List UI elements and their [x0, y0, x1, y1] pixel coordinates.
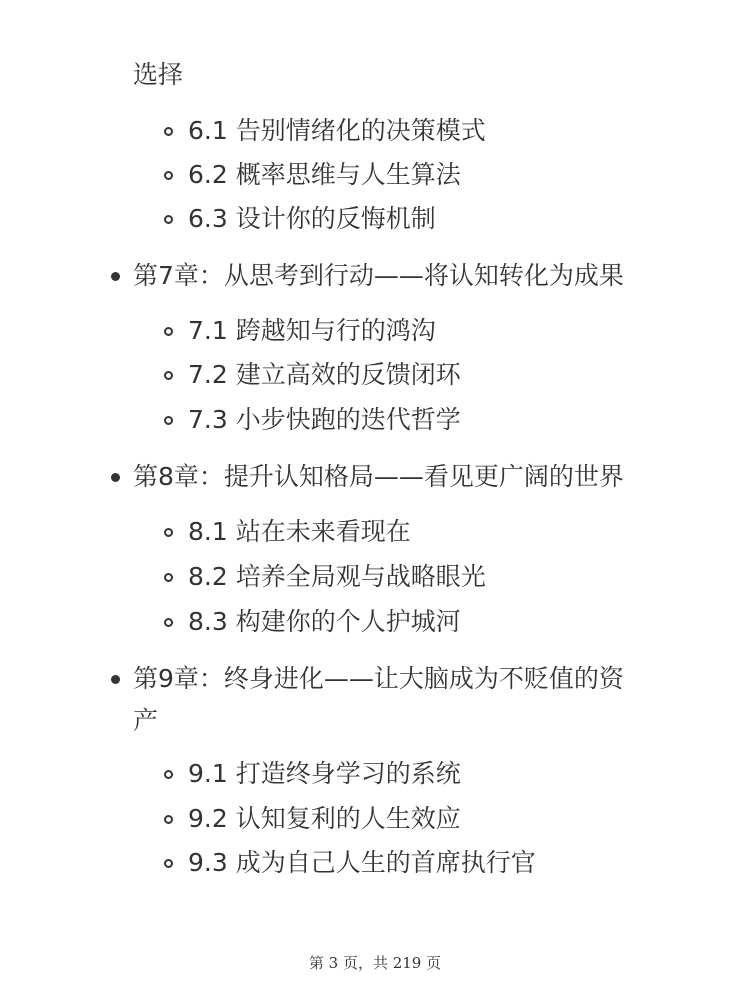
section-9-1: 9.1 打造终身学习的系统: [188, 759, 461, 788]
hollow-bullet-icon: [164, 770, 173, 779]
hollow-bullet-icon: [164, 528, 173, 537]
section-7-2: 7.2 建立高效的反馈闭环: [188, 360, 461, 389]
solid-bullet-icon: [111, 675, 120, 684]
hollow-bullet-icon: [164, 215, 173, 224]
hollow-bullet-icon: [164, 416, 173, 425]
chapter-7-title: 第7章：从思考到行动——将认知转化为成果: [133, 261, 624, 290]
section-9-2: 9.2 认知复利的人生效应: [188, 804, 461, 833]
hollow-bullet-icon: [164, 618, 173, 627]
hollow-bullet-icon: [164, 573, 173, 582]
solid-bullet-icon: [111, 473, 120, 482]
section-8-1: 8.1 站在未来看现在: [188, 517, 411, 546]
hollow-bullet-icon: [164, 815, 173, 824]
hollow-bullet-icon: [164, 371, 173, 380]
hollow-bullet-icon: [164, 859, 173, 868]
page-number-footer: 第 3 页，共 219 页: [308, 954, 442, 972]
section-6-1: 6.1 告别情绪化的决策模式: [188, 116, 486, 145]
chapter-8-title: 第8章：提升认知格局——看见更广阔的世界: [133, 462, 624, 491]
chapter-9-title-line-2: 产: [133, 706, 159, 735]
section-6-3: 6.3 设计你的反悔机制: [188, 204, 436, 233]
section-7-3: 7.3 小步快跑的迭代哲学: [188, 405, 461, 434]
section-8-2: 8.2 培养全局观与战略眼光: [188, 562, 486, 591]
hollow-bullet-icon: [164, 127, 173, 136]
section-8-3: 8.3 构建你的个人护城河: [188, 607, 461, 636]
section-7-1: 7.1 跨越知与行的鸿沟: [188, 316, 436, 345]
section-6-2: 6.2 概率思维与人生算法: [188, 160, 461, 189]
hollow-bullet-icon: [164, 171, 173, 180]
chapter-6-title-continuation: 选择: [133, 60, 184, 89]
chapter-9-title-line-1: 第9章：终身进化——让大脑成为不贬值的资: [133, 664, 624, 693]
solid-bullet-icon: [111, 272, 120, 281]
hollow-bullet-icon: [164, 327, 173, 336]
section-9-3: 9.3 成为自己人生的首席执行官: [188, 848, 536, 877]
